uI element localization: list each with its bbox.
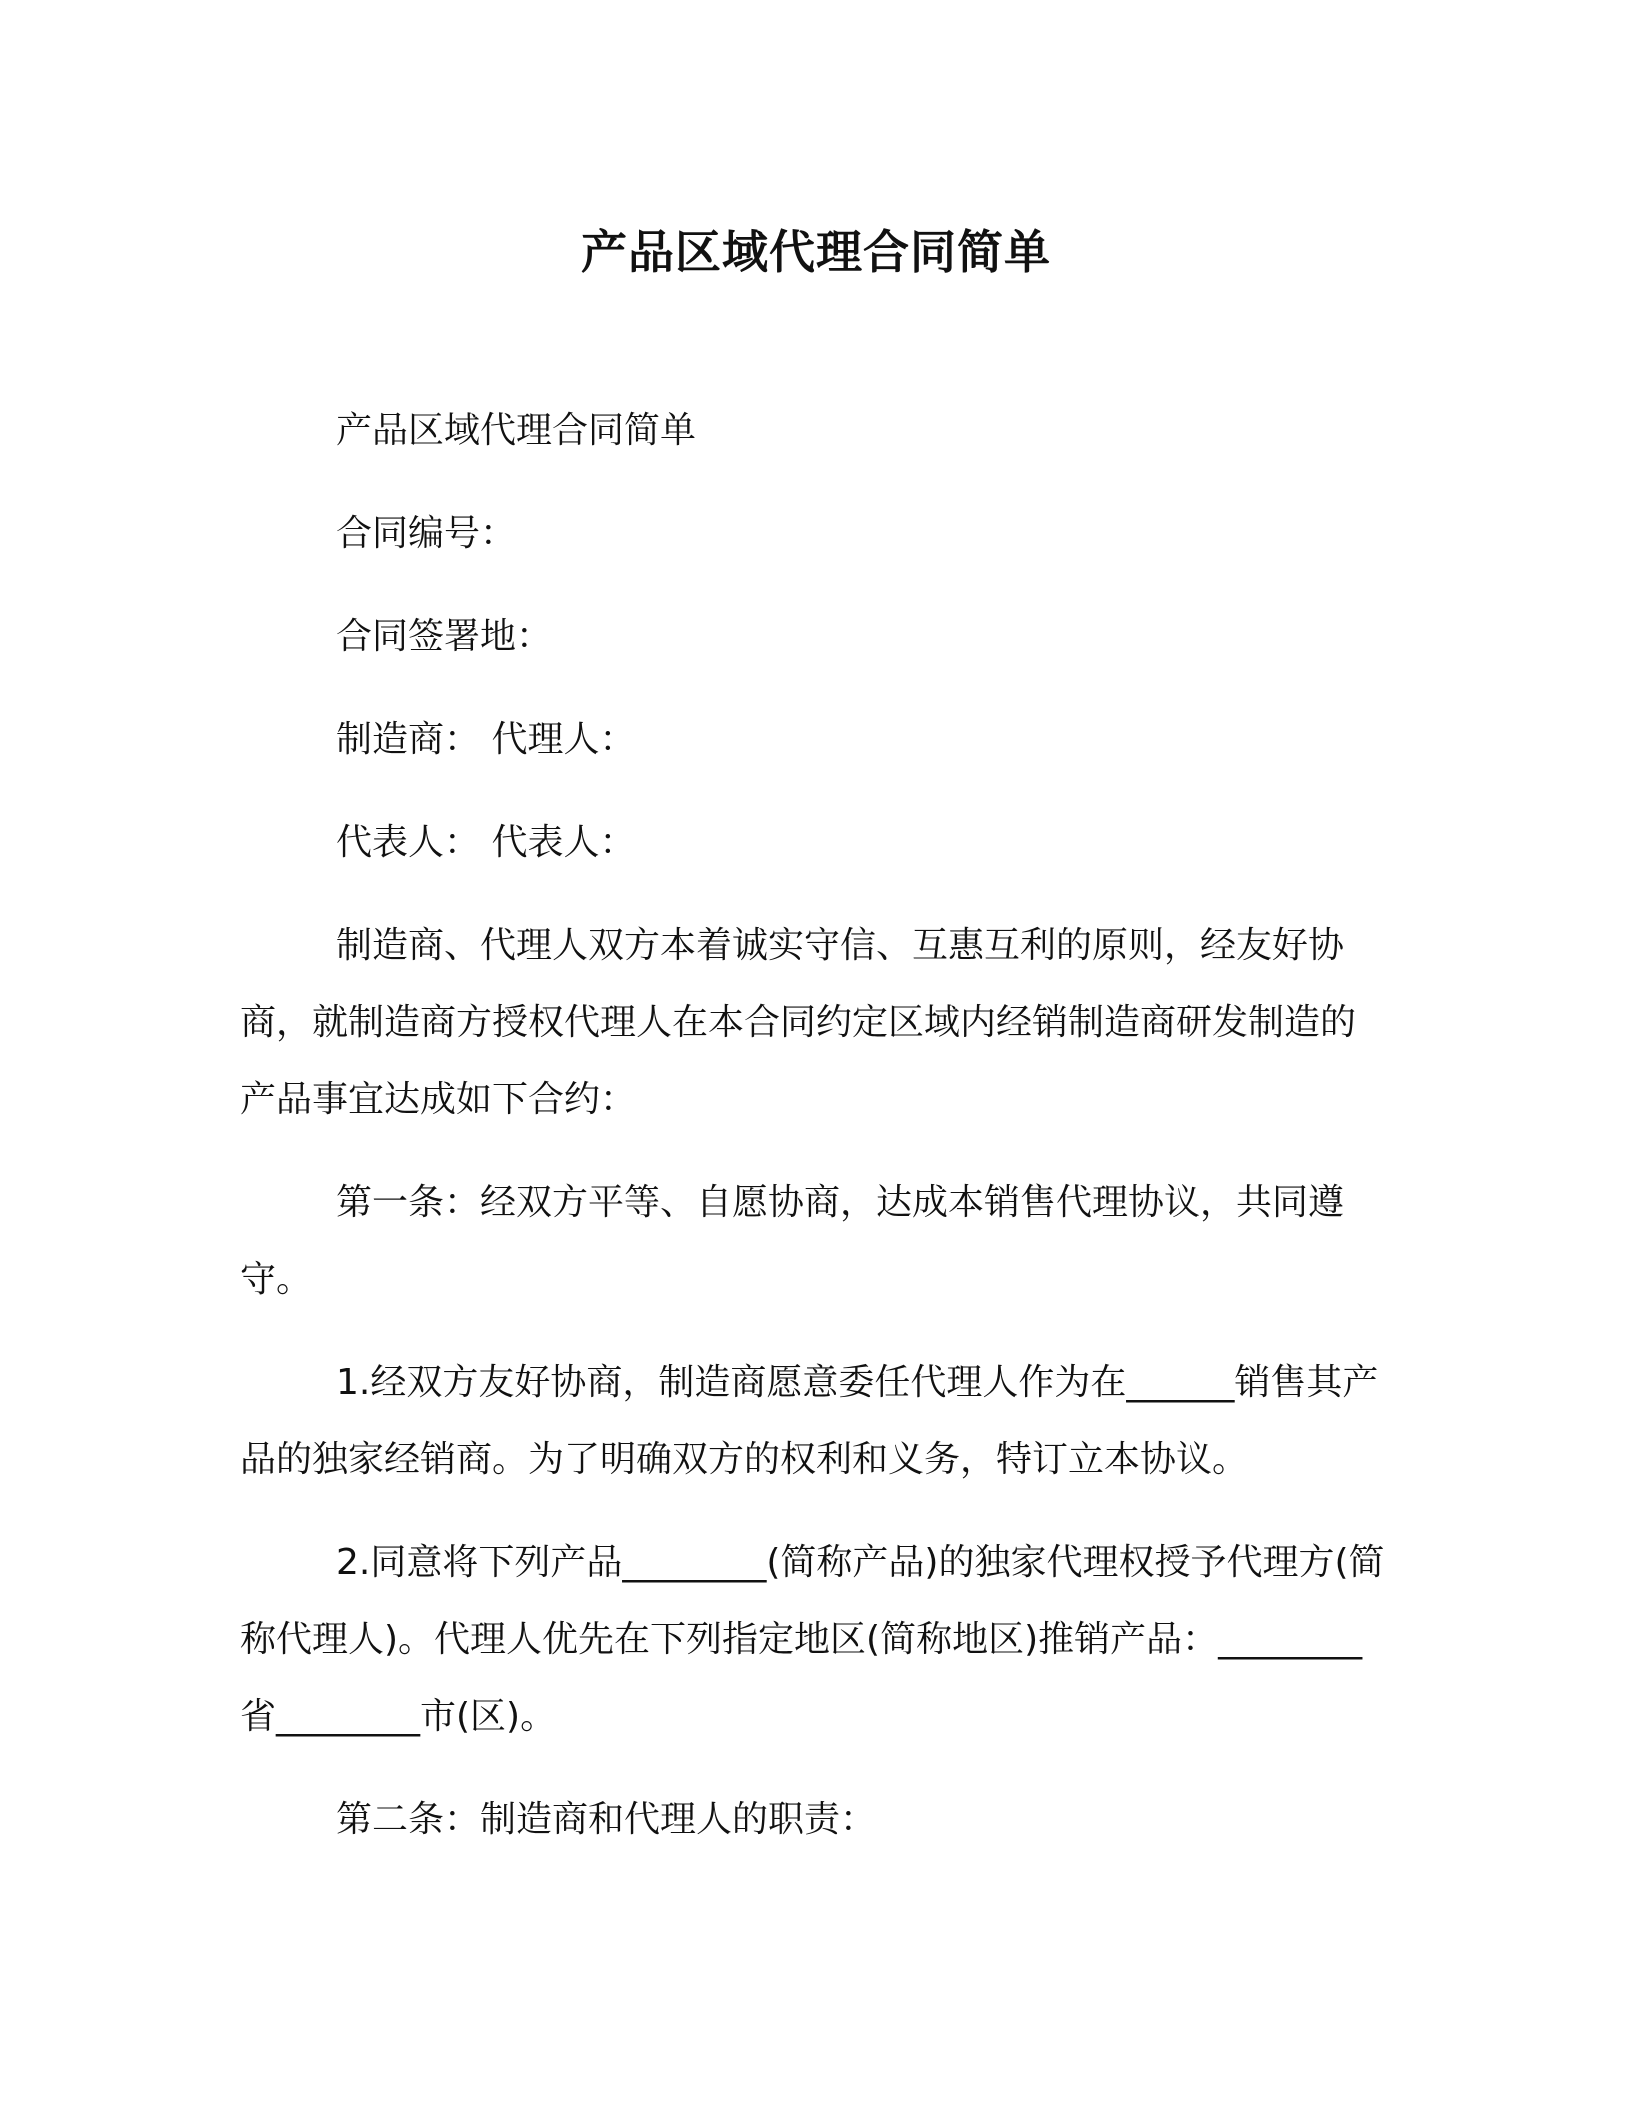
sign-place-line: 合同签署地： <box>336 616 553 657</box>
intro-paragraph: 制造商、代理人双方本着诚实守信、互惠互利的原则，经友好协商，就制造商方授权代理人在本合同约定区域内经销制造商研发制造的产品事宜达成如下合约： <box>240 925 1357 1120</box>
subtitle-line: 产品区域代理合同简单 <box>336 410 697 451</box>
contract-number-line: 合同编号： <box>336 513 517 554</box>
item-2-paragraph: 2.同意将下列产品________(简称产品)的独家代理权授予代理方(简称代理人)。代理人优先在下列指定地区(简称地区)推销产品：________省________市(区)。 <box>240 1542 1385 1737</box>
item-1-paragraph: 1.经双方友好协商，制造商愿意委任代理人作为在______销售其产品的独家经销商。为了明确双方的权利和义务，特订立本协议。 <box>240 1362 1379 1480</box>
article-2-heading: 第二条：制造商和代理人的职责： <box>336 1799 877 1840</box>
parties-line: 制造商： 代理人： <box>336 719 636 760</box>
representatives-line: 代表人： 代表人： <box>336 822 636 863</box>
article-1-paragraph: 第一条：经双方平等、自愿协商，达成本销售代理协议，共同遵守。 <box>240 1182 1345 1300</box>
document-body <box>240 392 1390 1858</box>
page-title: 产品区域代理合同简单 <box>581 225 1051 279</box>
